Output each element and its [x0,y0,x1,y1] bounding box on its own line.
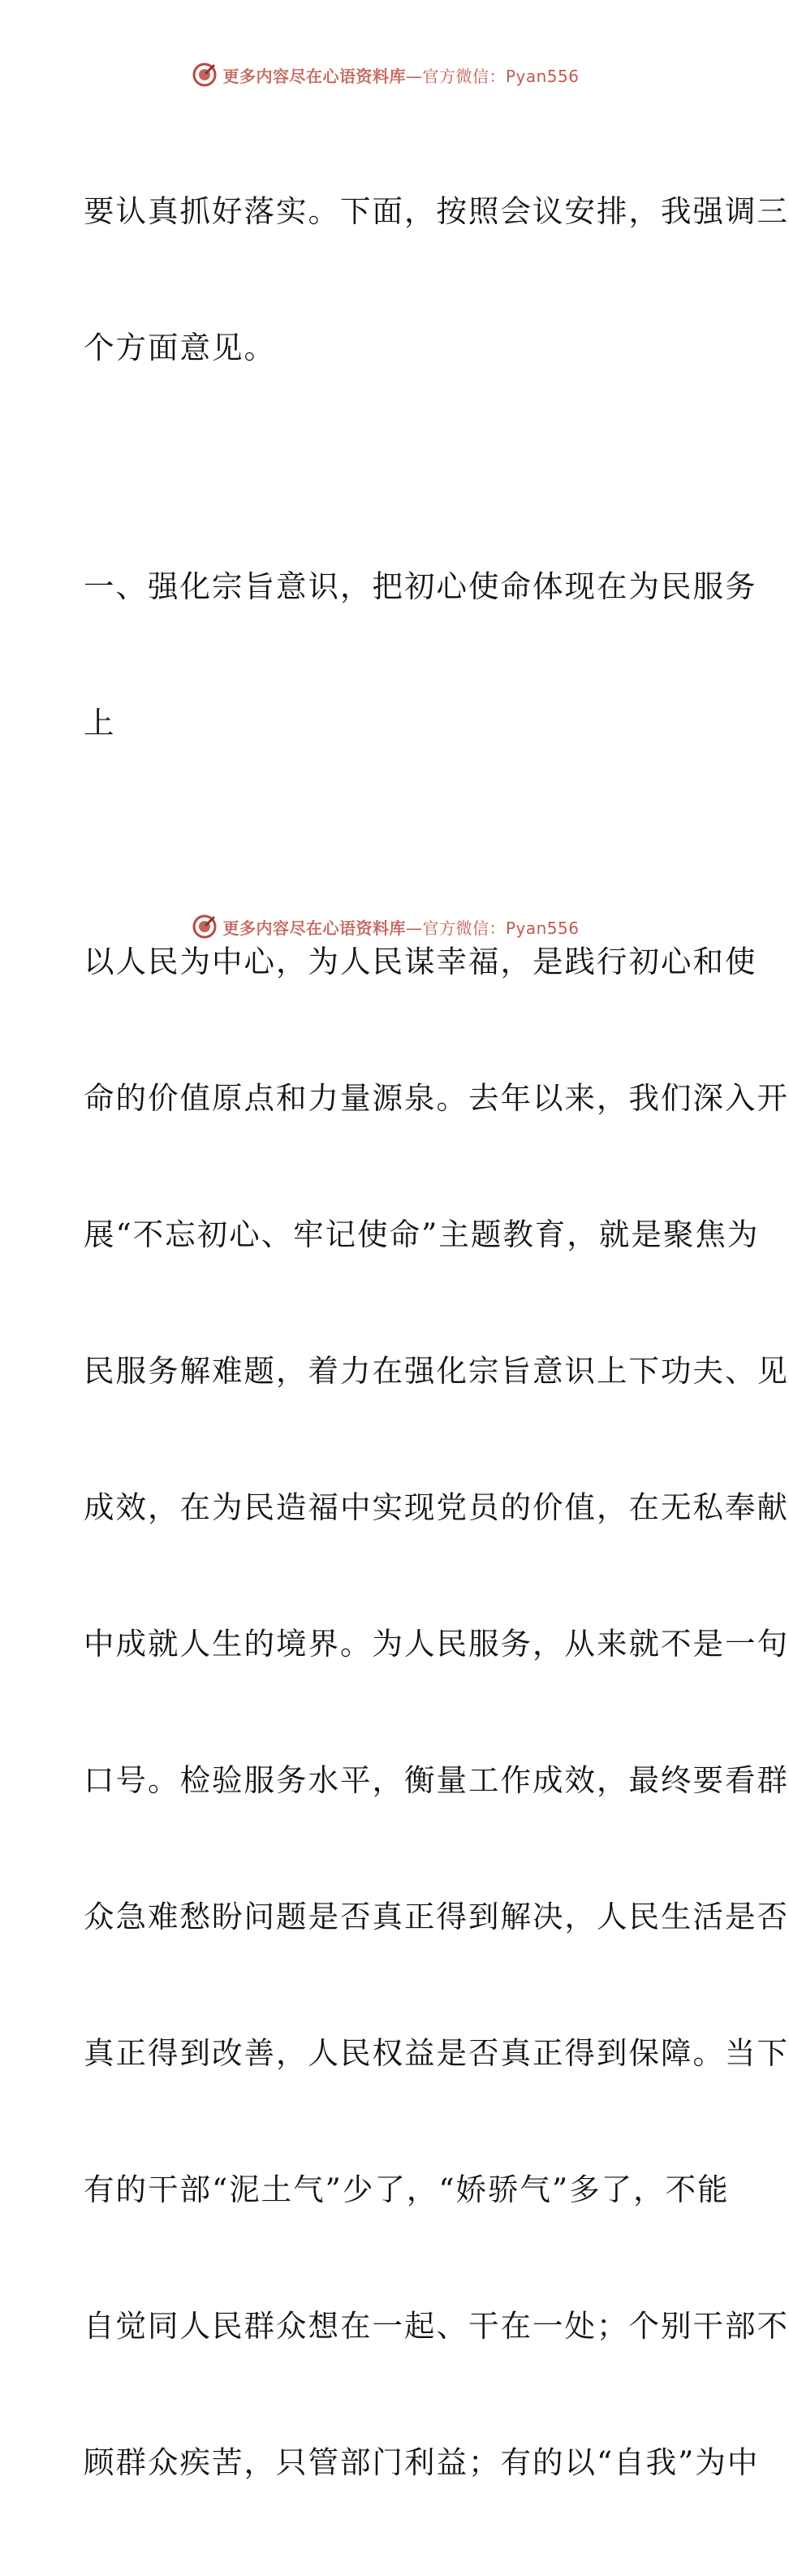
brush-logo-icon [192,914,218,940]
watermark-sub-text: —官方微信：Pyan556 [405,66,580,86]
text-line: 民服务解难题，着力在强化宗旨意识上下功夫、见 [84,1353,789,1389]
document-body [84,97,789,2576]
text-line: 一、强化宗旨意识，把初心使命体现在为民服务 [84,568,757,604]
watermark-main-text: 更多内容尽在心语资料库 [222,66,406,86]
text-line: 自觉同人民群众想在一起、干在一处；个别干部不 [84,2308,789,2344]
text-line: 要认真抓好落实。下面，按照会议安排，我强调三 [84,193,789,229]
watermark-sub-text: —官方微信：Pyan556 [405,918,580,938]
section-heading [84,473,757,836]
footer-watermark [0,910,771,943]
watermark-text [222,915,579,939]
brush-logo-icon [192,62,218,88]
text-line: 上 [84,705,116,741]
text-line: 顾群众疾苦，只管部门利益；有的以“自我”为中 [84,2444,760,2480]
header-watermark [0,58,771,91]
paragraph-intro [84,97,789,461]
text-line: 命的价值原点和力量源泉。去年以来，我们深入开 [84,1080,789,1116]
watermark-main-text: 更多内容尽在心语资料库 [222,918,406,938]
text-line: 展“不忘初心、牢记使命”主题教育，就是聚焦为 [84,1217,760,1252]
text-line: 真正得到改善，人民权益是否真正得到保障。当下 [84,2035,789,2071]
text-line: 中成就人生的境界。为人民服务，从来就不是一句 [84,1626,789,1662]
text-line: 以人民为中心，为人民谋幸福，是践行初心和使 [84,944,757,979]
text-line: 成效，在为民造福中实现党员的价值，在无私奉献 [84,1489,789,1525]
text-line: 口号。检验服务水平，衡量工作成效，最终要看群 [84,1762,789,1798]
text-line: 众急难愁盼问题是否真正得到解决，人民生活是否 [84,1899,789,1934]
paragraph-body [84,848,789,2576]
text-line: 个方面意见。 [84,330,276,365]
watermark-text [222,63,579,87]
text-line: 有的干部“泥土气”少了，“娇骄气”多了，不能 [84,2172,730,2207]
